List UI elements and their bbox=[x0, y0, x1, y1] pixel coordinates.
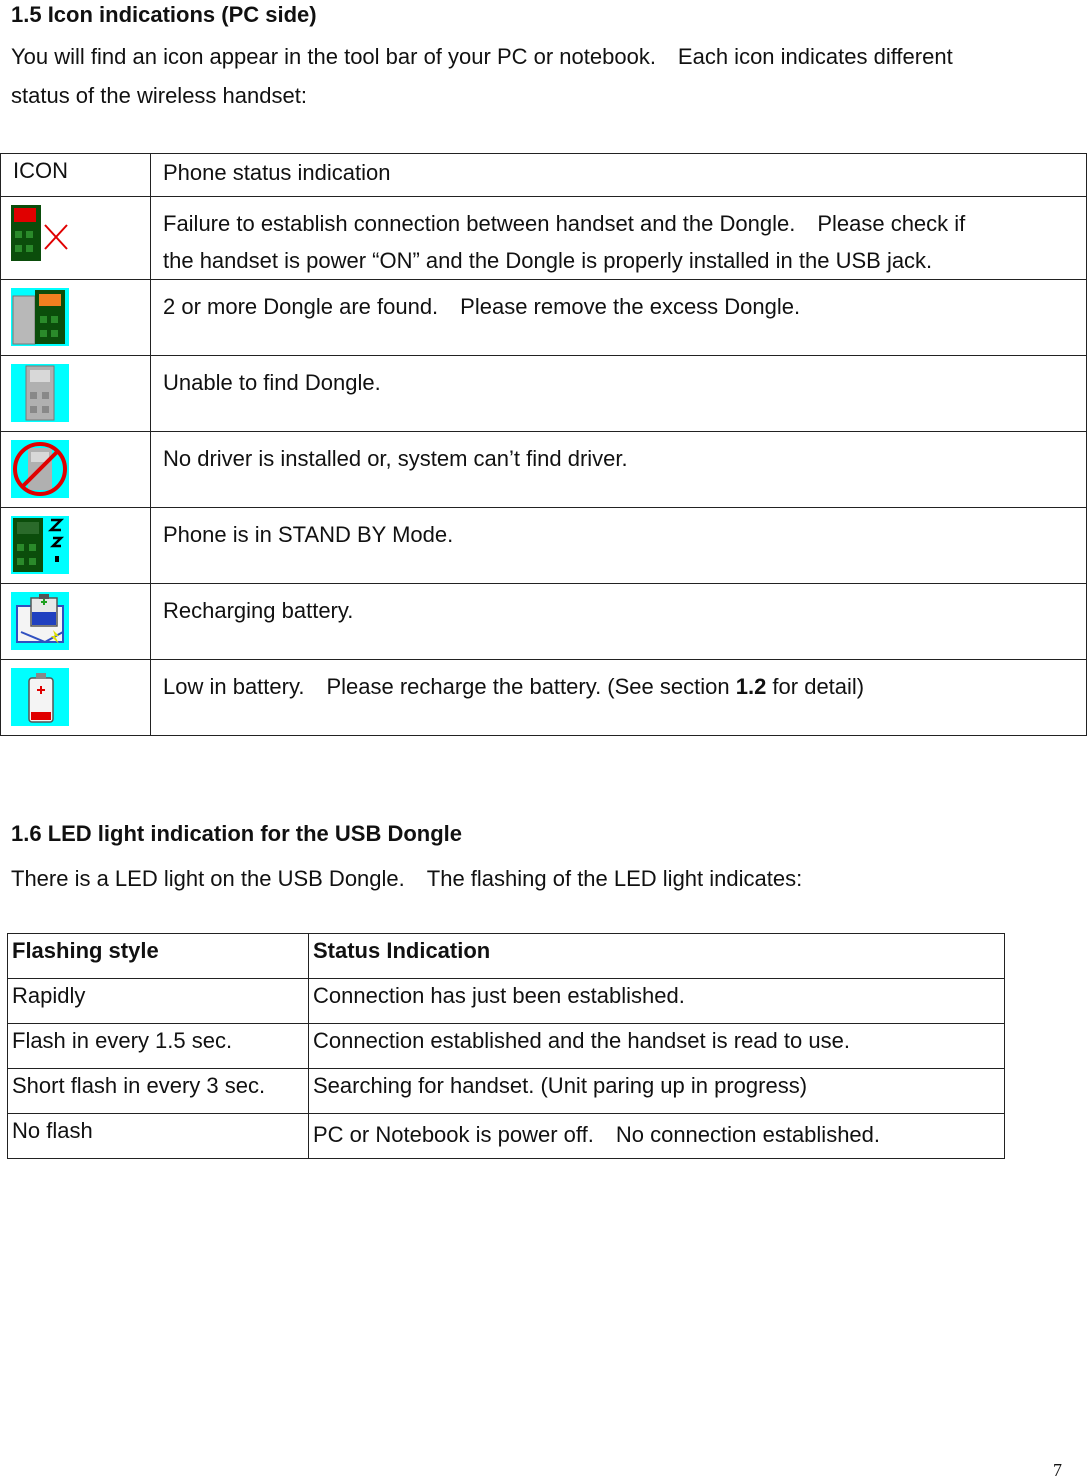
standby-icon bbox=[11, 516, 69, 574]
table-row bbox=[1, 660, 1087, 736]
section-1-6-intro: There is a LED light on the USB Dongle. The flashing of the LED light indicates: bbox=[11, 866, 803, 891]
row-1-text-line1: Failure to establish connection between handset and the Dongle. Please check if bbox=[163, 211, 966, 236]
led-style-cell: Flash in every 1.5 sec. bbox=[8, 1024, 309, 1069]
section-1-6-heading: 1.6 LED light indication for the USB Dongle bbox=[11, 821, 463, 846]
low-battery-icon bbox=[11, 668, 69, 726]
table-row bbox=[1, 432, 1087, 508]
row-1-text-line2: the handset is power “ON” and the Dongle is properly installed in the USB jack. bbox=[163, 248, 933, 273]
row-7-text-after: for detail) bbox=[766, 674, 865, 699]
dongle-not-found-icon bbox=[11, 364, 69, 422]
icon-indication-table bbox=[0, 153, 1087, 736]
row-5-text: Phone is in STAND BY Mode. bbox=[151, 508, 1087, 584]
row-4-text: No driver is installed or, system can’t find driver. bbox=[151, 432, 1087, 508]
table-row bbox=[8, 1114, 1005, 1159]
row-7-text-before: Low in battery. Please recharge the battery. (See section bbox=[163, 674, 736, 699]
section-1-5-intro-line2: status of the wireless handset: bbox=[11, 83, 307, 108]
row-7-text bbox=[151, 660, 1087, 736]
led-status-cell: Searching for handset. (Unit paring up in progress) bbox=[309, 1069, 1005, 1114]
led-status-cell: Connection has just been established. bbox=[309, 979, 1005, 1024]
row-6-text: Recharging battery. bbox=[151, 584, 1087, 660]
table-header-row bbox=[1, 154, 1087, 197]
led-style-cell: Rapidly bbox=[8, 979, 309, 1024]
table-header-row bbox=[8, 934, 1005, 979]
led-status-cell: PC or Notebook is power off. No connection established. bbox=[309, 1114, 1005, 1159]
led-status-cell: Connection established and the handset is read to use. bbox=[309, 1024, 1005, 1069]
table-row bbox=[1, 356, 1087, 432]
section-1-5-intro-line1: You will find an icon appear in the tool bar of your PC or notebook. Each icon indicates different bbox=[11, 44, 953, 69]
row-3-text: Unable to find Dongle. bbox=[151, 356, 1087, 432]
row-2-text: 2 or more Dongle are found. Please remove the excess Dongle. bbox=[151, 280, 1087, 356]
led-style-cell: Short flash in every 3 sec. bbox=[8, 1069, 309, 1114]
recharging-battery-icon bbox=[11, 592, 69, 650]
section-1-5-heading: 1.5 Icon indications (PC side) bbox=[11, 2, 317, 27]
table-row bbox=[1, 508, 1087, 584]
table-row bbox=[8, 1069, 1005, 1114]
no-driver-icon bbox=[11, 440, 69, 498]
table-row bbox=[1, 197, 1087, 280]
table-row bbox=[8, 979, 1005, 1024]
led-style-cell: No flash bbox=[8, 1114, 309, 1159]
header-status: Phone status indication bbox=[151, 154, 1087, 197]
multiple-dongles-icon bbox=[11, 288, 69, 346]
row-7-section-ref: 1.2 bbox=[735, 674, 767, 699]
header-flashing-style: Flashing style bbox=[8, 934, 309, 979]
led-indication-table bbox=[7, 933, 1005, 1159]
table-row bbox=[8, 1024, 1005, 1069]
header-status-indication: Status Indication bbox=[309, 934, 1005, 979]
page-number: 7 bbox=[1053, 1460, 1062, 1480]
table-row bbox=[1, 584, 1087, 660]
table-row bbox=[1, 280, 1087, 356]
header-icon: ICON bbox=[1, 154, 151, 197]
phone-disconnected-icon bbox=[11, 205, 69, 263]
